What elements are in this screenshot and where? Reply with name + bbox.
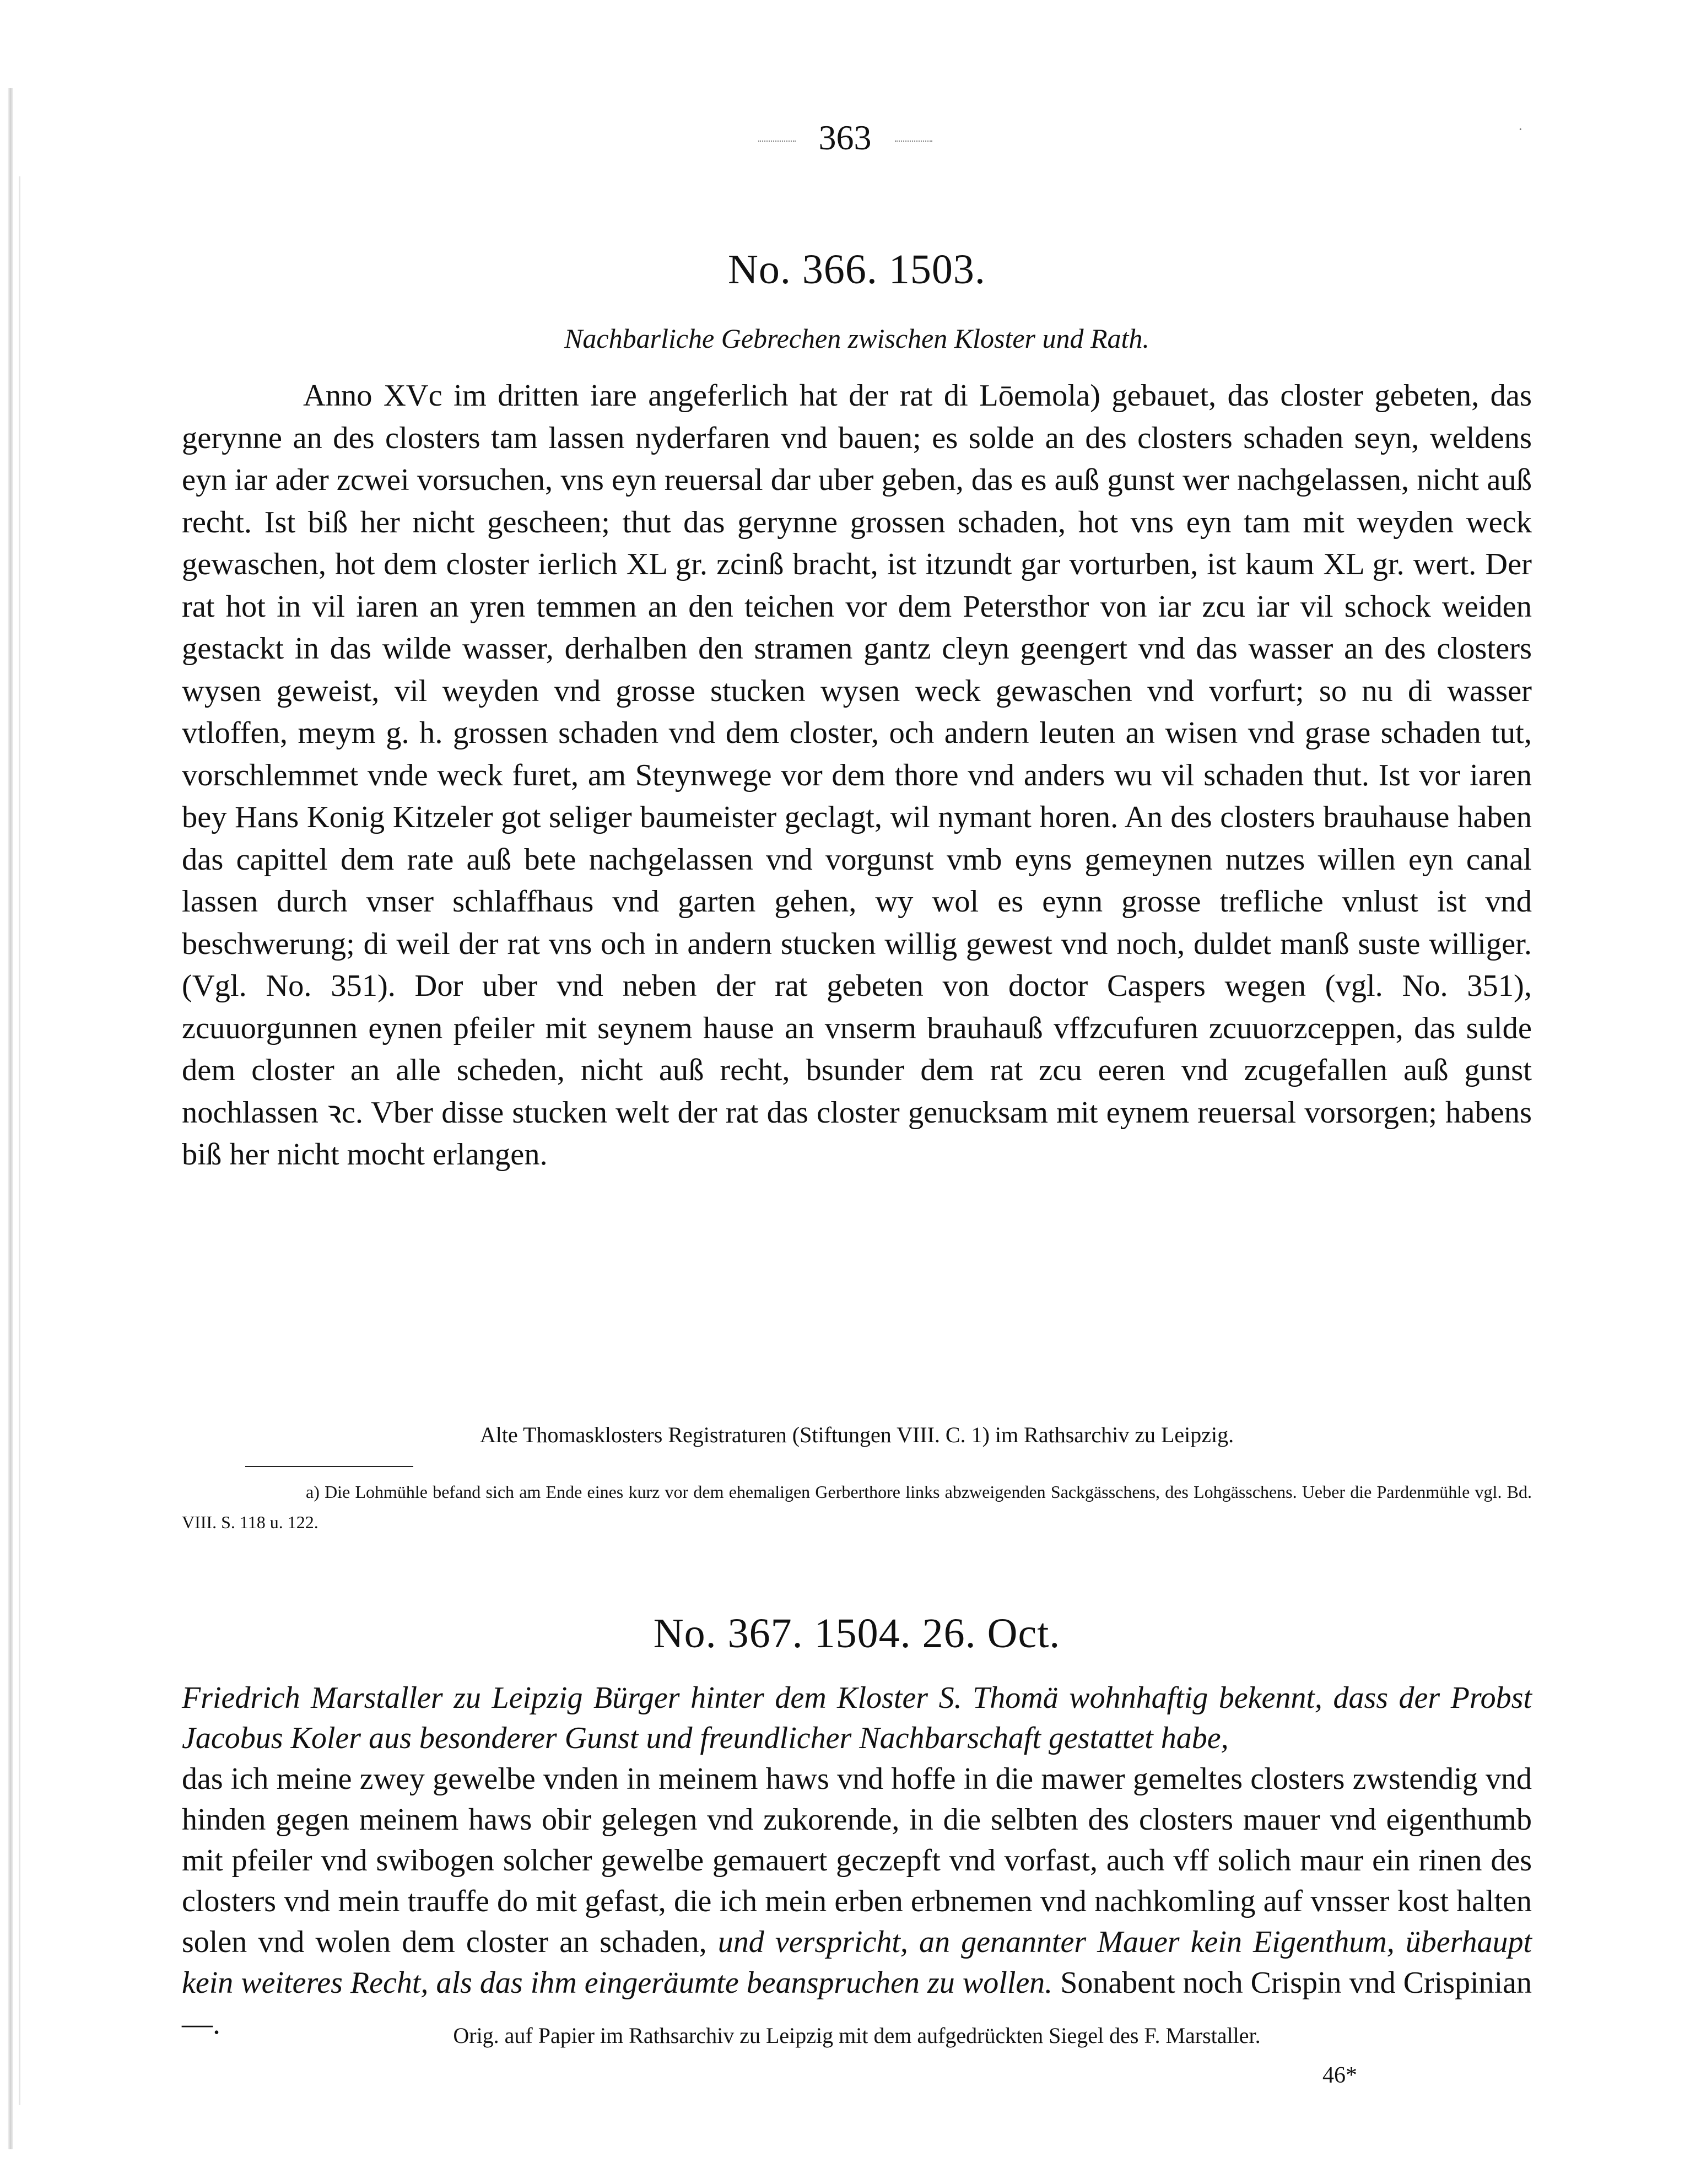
entry-367-source-block [182,2023,1532,2049]
entry-367-intro: Friedrich Marstaller zu Leipzig Bürger hinter dem Kloster S. Thomä wohnhaftig bekennt, dass der Probst Jacobus Koler aus besonderer Gunst und freundlicher Nachbarschaft gestattet habe, [182,1681,1532,1755]
entry-367-heading-block [182,1612,1532,1656]
entry-367-body-italic: und verspricht, an genannter Mauer kein Eigenthum, überhaupt kein weiteres Recht, als das ihm eingeräumte beanspruchen zu wollen. [182,1925,1532,2000]
entry-367-body-part-2: Sonabent noch Crispin vnd Crispinian —. [182,1966,1532,2041]
entry-366-heading: No. 366. 1503. [728,246,986,293]
entry-366-source: Alte Thomasklosters Registraturen (Stiftungen VIII. C. 1) im Rathsarchiv zu Leipzig. [479,1422,1234,1447]
scan-edge-shadow [8,88,13,2149]
entry-367-heading: No. 367. 1504. 26. Oct. [653,1610,1061,1657]
entry-366-source-block [182,1422,1532,1448]
page-number: 363 [818,118,872,157]
entry-367-body-part-1: das ich meine zwey gewelbe vnden in meinem haws vnd hoffe in die mawer gemeltes closters zwstendig vnd hinden gegen meinem haws obir gelegen vnd zukorende, in die selbten des closters mauer vnd eigenthumb mit pfeiler vnd swibogen solcher gewelbe gemauert geczepft vnd vorfast, auch vff solich maur ein rinen des closters vnd mein trauffe do mit gefast, die ich mein erben erbnemen vnd nachkomling auf vnsser kost halten solen vnd wolen dem closter an schaden, [182,1762,1532,1959]
entry-366-body: Anno XVc im dritten iare angeferlich hat der rat di Lōemola) gebauet, das closter gebeten, das gerynne an des closters tam lassen nyderfaren vnd bauen; es solde an des closters schaden seyn, weldens eyn iar ader zcwei vorsuchen, vns eyn reuersal dar uber geben, das es auß gunst wer nachgelassen, nicht auß recht. Ist biß her nicht gescheen; thut das gerynne grossen schaden, hot vns eyn tam mit weyden weck gewaschen, hot dem closter ierlich XL gr. zcinß bracht, ist itzundt gar vorturben, ist kaum XL gr. wert. Der rat hot in vil iaren an yren temmen an den teichen vor dem Petersthor von iar zcu iar vil schock weiden gestackt in das wilde wasser, derhalben den stramen gantz cleyn geengert vnd das wasser an des closters wysen geweist, vil weyden vnd grosse stucken wysen weck gewaschen vnd vorfurt; so nu di wasser vtloffen, meym g. h. grossen schaden vnd dem closter, och andern leuten an wisen vnd grase schaden tut, vorschlemmet vnde weck furet, am Steynwege vor dem thore vnd anders wu vil schaden thut. Ist vor iaren bey Hans Konig Kitzeler got seliger baumeister geclagt, wil nymant horen. An des closters brauhause haben das capittel dem rate auß bete nachgelassen vnd vorgunst vmb eyns gemeynen nutzes willen eyn canal lassen durch vnser schlaffhaus vnd garten gehen, wy wol es eynn grosse trefliche vnlust ist vnd beschwerung; di weil der rat vns och in andern stucken willig gewest vnd noch, duldet manß suste williger. (Vgl. No. 351). Dor uber vnd neben der rat gebeten von doctor Caspers wegen (vgl. No. 351), zcuuorgunnen eynen pfeiler mit seynem hause an vnserm brauhauß vffzcufuren zcuuorzceppen, das sulde dem closter an alle scheden, nicht auß recht, bsunder dem rat zcu eeren vnd zcugefallen auß gunst nochlassen ꝛc. Vber disse stucken welt der rat das closter genucksam mit eynem reuersal vorsorgen; habens biß her nicht mocht erlangen. [182,379,1532,1172]
right-dash-divider [895,141,932,142]
entry-367-body [182,1759,1532,2044]
entry-367-body-block [182,1678,1532,2044]
entry-367-source: Orig. auf Papier im Rathsarchiv zu Leipzig mit dem aufgedrückten Siegel des F. Marstaller. [453,2023,1261,2048]
footnote-rule [245,1466,413,1467]
page-number-row [0,120,1690,155]
scan-edge-line [19,176,20,2105]
entry-366-subtitle: Nachbarliche Gebrechen zwischen Kloster und Rath. [564,322,1149,354]
scan-speck: · [1518,121,1523,137]
entry-366-footnote-block [182,1477,1532,1538]
entry-366 [182,248,1532,355]
signature-mark: 46* [1322,2063,1357,2088]
left-dash-divider [758,141,796,142]
entry-366-body-block [182,375,1532,1176]
entry-366-footnote: a) Die Lohmühle befand sich am Ende eines kurz vor dem ehemaligen Gerberthore links abzweigenden Sackgässchens, des Lohgässchens. Ueber die Pardenmühle vgl. Bd. VIII. S. 118 u. 122. [182,1482,1532,1532]
